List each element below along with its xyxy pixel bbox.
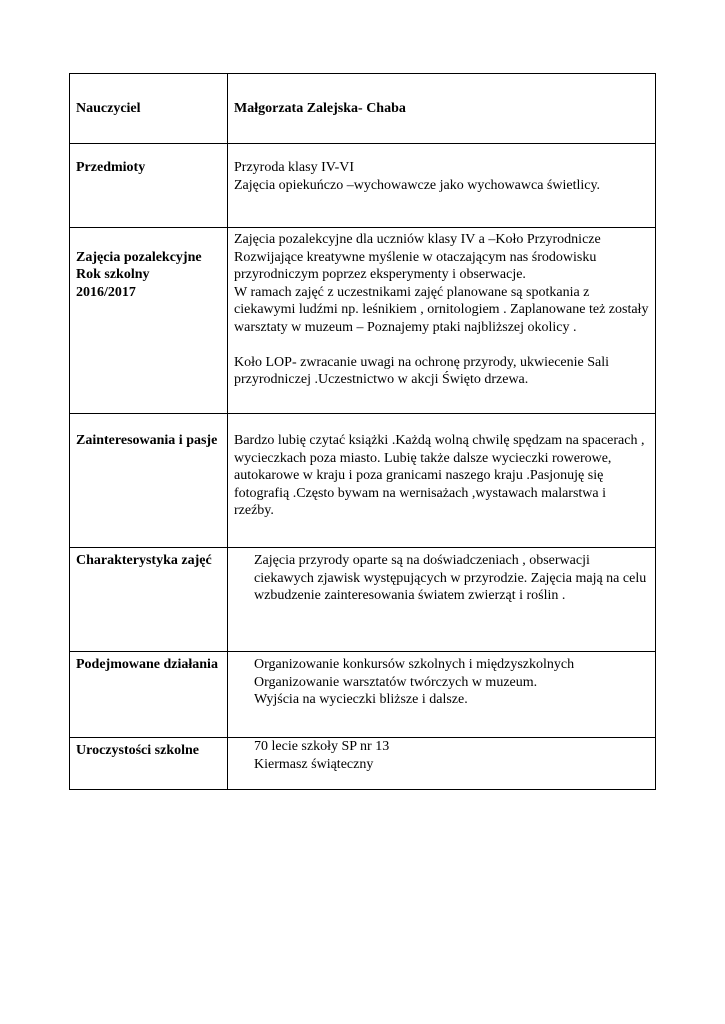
activity-line: Organizowanie warsztatów twórczych w muzeum. xyxy=(254,674,538,690)
row-label: Zajęcia pozalekcyjne Rok szkolny 2016/2017 xyxy=(76,249,202,300)
row-label: Zainteresowania i pasje xyxy=(76,433,218,448)
label-cell xyxy=(70,144,228,228)
paragraph: W ramach zajęć z uczestnikami zajęć planowane są spotkania z ciekawymi ludźmi np. leśnikiem , ornitologiem . Zaplanowane też zostały warsztaty w muzeum – Poznajemy ptaki najbliższej okolicy . xyxy=(234,284,649,335)
value-cell xyxy=(228,414,656,548)
table-row xyxy=(70,548,656,652)
label-cell xyxy=(70,548,228,652)
paragraph: Bardzo lubię czytać książki .Każdą wolną chwilę spędzam na spacerach , wycieczkach poza miasto. Lubię także dalsze wycieczki rowerowe, autokarowe w kraju i poza granicami naszego kraju .Pasjonuję się fotografią .Często bywam na wernisażach ,wystawach malarstwa i rzeźby. xyxy=(234,433,645,518)
row-label: Uroczystości szkolne xyxy=(76,743,199,758)
table-row xyxy=(70,738,656,790)
event-line: 70 lecie szkoły SP nr 13 xyxy=(254,739,390,754)
label-cell xyxy=(70,738,228,790)
spacer xyxy=(234,336,649,354)
row-label: Przedmioty xyxy=(76,160,146,175)
row-label: Nauczyciel xyxy=(76,100,141,116)
value-cell xyxy=(228,652,656,738)
table-row xyxy=(70,228,656,414)
subject-line: Zajęcia opiekuńczo –wychowawcze jako wychowawca świetlicy. xyxy=(234,177,601,193)
value-cell xyxy=(228,144,656,228)
paragraph: Zajęcia pozalekcyjne dla uczniów klasy IV a –Koło Przyrodnicze Rozwijające kreatywne myślenie w otaczającym nas środowisku przyrodniczym poprzez eksperymenty i obserwacje. xyxy=(234,232,601,282)
row-label: Charakterystyka zajęć xyxy=(76,553,212,568)
value-cell xyxy=(228,74,656,144)
paragraph: Koło LOP- zwracanie uwagi na ochronę przyrody, ukwiecenie Sali przyrodniczej .Uczestnictwo w akcji Święto drzewa. xyxy=(234,354,610,387)
value-cell xyxy=(228,738,656,790)
teacher-profile-table xyxy=(69,73,656,790)
table-row xyxy=(70,652,656,738)
label-cell xyxy=(70,652,228,738)
event-line: Kiermasz świąteczny xyxy=(254,756,374,772)
label-cell xyxy=(70,414,228,548)
value-cell xyxy=(228,548,656,652)
activity-line: Organizowanie konkursów szkolnych i międzyszkolnych xyxy=(254,657,575,672)
value-cell xyxy=(228,228,656,414)
activity-line: Wyjścia na wycieczki bliższe i dalsze. xyxy=(254,692,468,707)
teacher-name: Małgorzata Zalejska- Chaba xyxy=(234,100,406,116)
table-row xyxy=(70,414,656,548)
label-cell xyxy=(70,228,228,414)
table-row xyxy=(70,144,656,228)
subject-line: Przyroda klasy IV-VI xyxy=(234,160,355,175)
paragraph: Zajęcia przyrody oparte są na doświadczeniach , obserwacji ciekawych zjawisk występujących w przyrodzie. Zajęcia mają na celu wzbudzenie zainteresowania światem zwierząt i roślin . xyxy=(254,553,647,603)
table-row xyxy=(70,74,656,144)
row-label: Podejmowane działania xyxy=(76,657,218,672)
label-cell xyxy=(70,74,228,144)
